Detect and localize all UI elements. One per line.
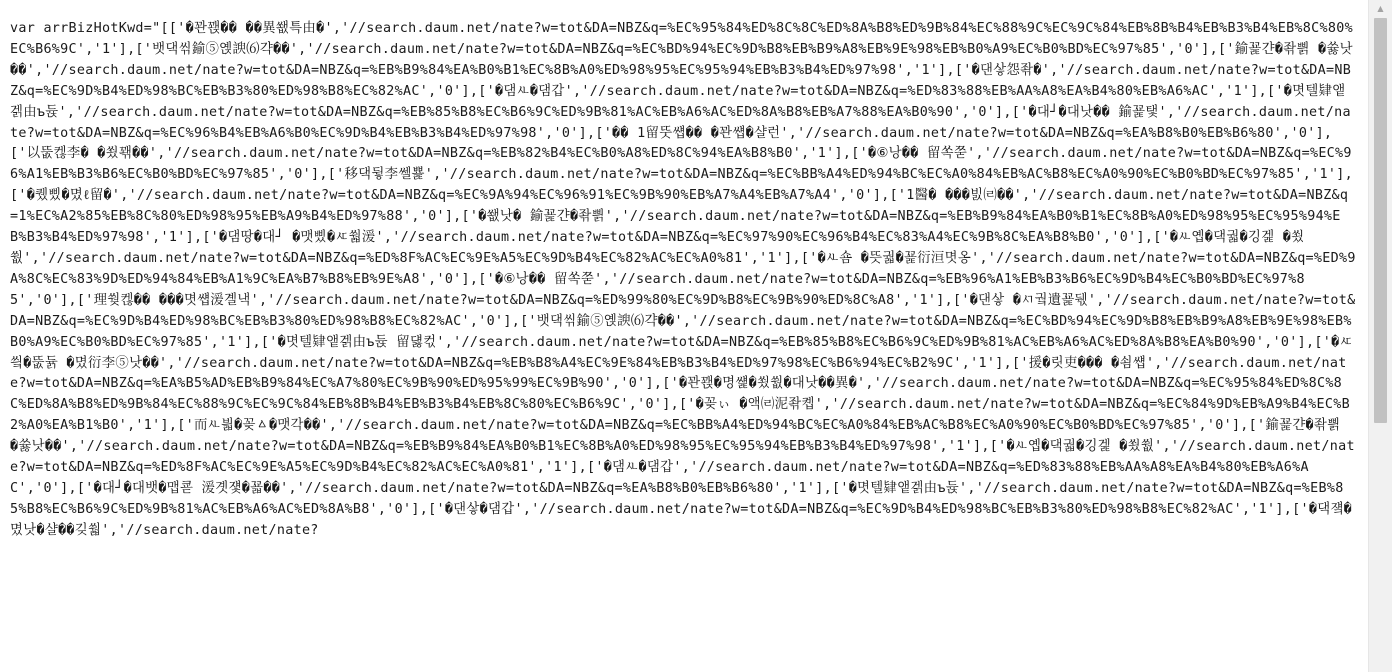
vertical-scrollbar[interactable] bbox=[1368, 0, 1392, 672]
document-text: var arrBizHotKwd="[['�꽌꽩�� ��異쐢특由�','//search.daum.net/nate?w=tot&DA=NBZ&q=%EC%95%84%ED%8C%8C%ED%8A%B8%ED%9B%84%EC%88%9C%EC%9C%84%EB%8B%B4%EB%B3%B4%EB%8C%80%EC%B6%9C','1'],['뱃댁씪鍮⑤옍諛⑹갹��','//search.daum.net/nate?w=tot&DA=NBZ&q=%EC%BD%94%EC%9D%B8%EB%B9%A8%EB%9E%98%EB%B0%A9%EC%B0%BD%EC%97%85','0'],['鍮꾩갼�좎쁽 �쓣낫��','//search.daum.net/nate?w=tot&DA=NBZ&q=%EB%B9%84%EA%B0%B1%EC%8B%A0%ED%98%95%EC%95%94%EB%B3%B4%ED%97%98','1'],['�댄샇怨좎�','//search.daum.net/nate?w=tot&DA=NBZ&q=%EC%9D%B4%ED%98%BC%EB%B3%80%ED%98%B8%EC%82%AC','0'],['�댐ㅻ�댐갑','//search.daum.net/nate?w=tot&DA=NBZ&q=%ED%83%88%EB%AA%A8%EA%B4%80%EB%A6%AC','1'],['�몃텔肄앹겕由ъ듅','//search.daum.net/nate?w=tot&DA=NBZ&q=%EB%85%B8%EC%B6%9C%ED%9B%81%AC%EB%A6%AC%ED%8A%B8%EB%A7%88%EA%B0%90','0'],['�대┘�대낫�� 鍮꾩탳','//search.daum.net/nate?w=tot&DA=NBZ&q=%EC%96%B4%EB%A6%B0%EC%9D%B4%EB%B3%B4%ED%97%98','0'],['�� 1留뚯썝�� �꽌썝�샬런','//search.daum.net/nate?w=tot&DA=NBZ&q=%EA%B8%B0%EB%B6%80','0'],['以뚮켆李� �쑀꽦��','//search.daum.net/nate?w=tot&DA=NBZ&q=%EB%82%B4%EC%B0%A8%ED%8C%94%EA%B8%B0','1'],['�⑥낭�� 留쏙쭏','//search.daum.net/nate?w=tot&DA=NBZ&q=%EC%96%A1%EB%B3%B6%EC%B0%BD%EC%97%85','0'],['移댁뒿李쎌뾽','//search.daum.net/nate?w=tot&DA=NBZ&q=%EC%BB%A4%ED%94%BC%EC%A0%84%EB%AC%B8%EC%A0%90%EC%B0%BD%EC%97%85','1'],['�퀬삤�몄ℓ留�','//search.daum.net/nate?w=tot&DA=NBZ&q=%EC%9A%94%EC%96%91%EC%9B%90%EB%A7%A4%EB%A7%A4','0'],['1醫� ���빐㈃��','//search.daum.net/nate?w=tot&DA=NBZ&q=1%EC%A2%85%EB%8C%80%ED%98%95%EB%A9%B4%ED%97%88','0'],['�쐢낫� 鍮꾩갼�좎쁽','//search.daum.net/nate?w=tot&DA=NBZ&q=%EB%B9%84%EA%B0%B1%EC%8B%A0%ED%98%95%EC%95%94%EB%B3%B4%ED%97%98','1'],['�댐땅�대┘ �맷삤�ㅼ쒋湲','//search.daum.net/nate?w=tot&DA=NBZ&q=%EC%97%90%EC%96%B4%EC%83%A4%EC%9B%8C%EA%B8%B0','0'],['�ㅻ옙�댁궓�깅겙 �쑀쒒','//search.daum.net/nate?w=tot&DA=NBZ&q=%ED%8F%AC%EC%9E%A5%EC%9D%B4%EC%82%AC%EC%A0%81','1'],['�ㅻ숌 �뜻궓�꾩衍洹몃옹','//search.daum.net/nate?w=tot&DA=NBZ&q=%ED%9A%8C%EC%83%9D%ED%94%84%EB%A1%9C%EA%B7%B8%EB%9E%A8','0'],['�⑥낭�� 留쏙쭏','//search.daum.net/nate?w=tot&DA=NBZ&q=%EB%96%A1%EB%B3%B6%EC%9D%B4%EC%B0%BD%EC%97%85','0'],['理쒖켆�� ���몃썝湲곌낵','//search.daum.net/nate?w=tot&DA=NBZ&q=%ED%99%80%EC%9D%B8%EC%9B%90%ED%8C%A8','1'],['�댄샇 �ㅺ궠遺꾩뒋','//search.daum.net/nate?w=tot&DA=NBZ&q=%EC%9D%B4%ED%98%BC%EB%B3%80%ED%98%B8%EC%82%AC','0'],['뱃댁씪鍮⑤옍諛⑹갹��','//search.daum.net/nate?w=tot&DA=NBZ&q=%EC%BD%94%EC%9D%B8%EB%B9%A8%EB%9E%98%EB%B0%A9%EC%B0%BD%EC%97%85','1'],['�몃텔肄앹겕由ъ듅 留덇컧','//search.daum.net/nate?w=tot&DA=NBZ&q=%EB%85%B8%EC%B6%9C%ED%9B%81%AC%EB%A6%AC%ED%8A%B8%EA%B0%90','0'],['�ㅼ씤�뚮듉 �몄衍李⑤낫��','//search.daum.net/nate?w=tot&DA=NBZ&q=%EB%B8%A4%EC%9E%84%EB%B3%B4%ED%97%98%EC%B6%94%EC%B2%9C','1'],['援�릿吏��� �쇰썝','//search.daum.net/nate?w=tot&DA=NBZ&q=%EA%B5%AD%EB%B9%84%EC%A7%80%EC%9B%90%ED%95%99%EC%9B%90','0'],['�꽌꽩�명썙�쑀쒒�대낫��異�','//search.daum.net/nate?w=tot&DA=NBZ&q=%EC%95%84%ED%8C%8C%ED%8A%B8%ED%9B%84%EC%88%9C%EC%9C%84%EB%8B%B4%EB%B3%B4%EB%8C%80%EC%B6%9C','0'],['�꽂ぃ �액㈃泥좎콉','//search.daum.net/nate?w=tot&DA=NBZ&q=%EC%84%9D%EB%A9%B4%EC%B2%A0%EA%B1%B0','1'],['而ㅻ븳�꽂ㅿ�맷각��','//search.daum.net/nate?w=tot&DA=NBZ&q=%EC%BB%A4%ED%94%BC%EC%A0%84%EB%AC%B8%EC%A0%90%EC%B0%BD%EC%97%85','0'],['鍮꾩갼�좎쁽 �쓣낫��','//search.daum.net/nate?w=tot&DA=NBZ&q=%EB%B9%84%EA%B0%B1%EC%8B%A0%ED%98%95%EC%95%94%EB%B3%B4%ED%97%98','1'],['�ㅻ옙�댁궓�깅겙 �쑀쒒','//search.daum.net/nate?w=tot&DA=NBZ&q=%ED%8F%AC%EC%9E%A5%EC%9D%B4%EC%82%AC%EC%A0%81','1'],['�댐ㅻ�댐갑','//search.daum.net/nate?w=tot&DA=NBZ&q=%ED%83%88%EB%AA%A8%EA%B4%80%EB%A6%AC','0'],['�대┘�대뱃�맵쿋 湲곗쟻�꾧��','//search.daum.net/nate?w=tot&DA=NBZ&q=%EA%B8%B0%EB%B6%80','1'],['�몃텔肄앹겕由ъ듅','//search.daum.net/nate?w=tot&DA=NBZ&q=%EB%85%B8%EC%B6%9C%ED%9B%81%AC%EB%A6%AC%ED%8A%B8','0'],['�댄샇�댐갑','//search.daum.net/nate?w=tot&DA=NBZ&q=%EC%9D%B4%ED%98%BC%EB%B3%80%ED%98%B8%EC%82%AC','1'],['�댁쟼�몄낫�샬��깆쒋','//search.daum.net/nate? bbox=[10, 21, 1356, 538]
scrollbar-thumb[interactable] bbox=[1374, 18, 1387, 423]
scroll-up-arrow-icon[interactable]: ▲ bbox=[1377, 4, 1384, 13]
